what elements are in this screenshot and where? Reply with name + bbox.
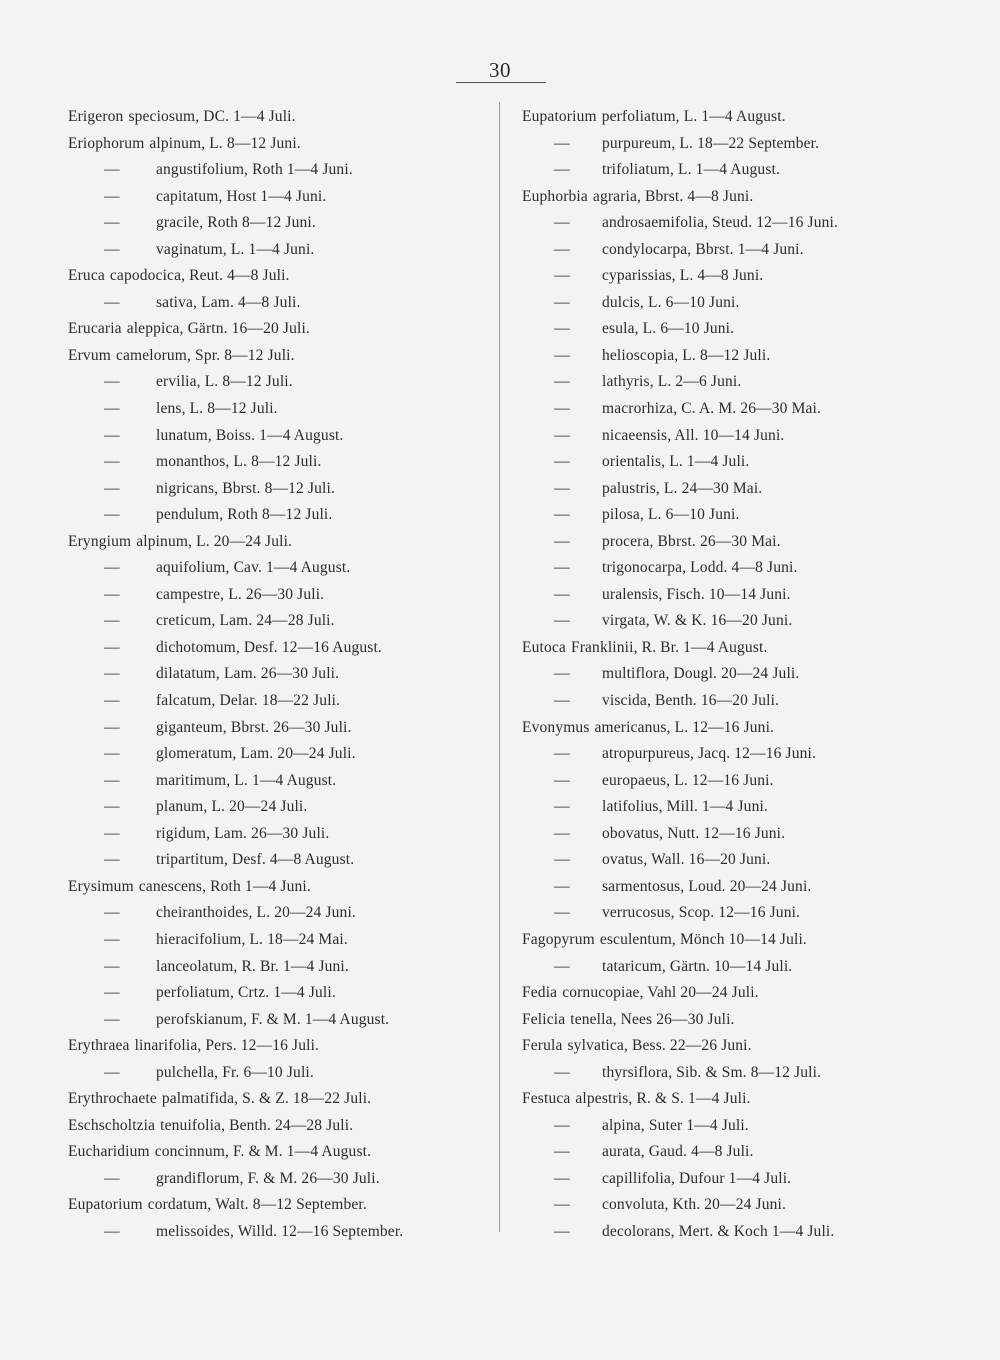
- list-item: [68, 1086, 488, 1113]
- ditto-dash: —: [554, 320, 570, 338]
- list-item: [68, 954, 488, 981]
- list-item: [522, 369, 942, 396]
- species-entry: nigricans, Bbrst. 8—12 Juli.: [156, 479, 335, 497]
- list-item: [522, 1113, 942, 1140]
- list-item: [522, 794, 942, 821]
- genus-name: Erigeron: [68, 108, 124, 125]
- species-entry: esula, L. 6—10 Juni.: [602, 320, 735, 338]
- ditto-dash: —: [554, 771, 570, 789]
- list-item: [522, 131, 942, 158]
- ditto-dash: —: [554, 400, 570, 418]
- species-entry: planum, L. 20—24 Juli.: [156, 798, 308, 816]
- list-item: [522, 1060, 942, 1087]
- list-item: [68, 927, 488, 954]
- ditto-dash: —: [104, 187, 120, 205]
- list-item: [522, 343, 942, 370]
- species-entry: obovatus, Nutt. 12—16 Juni.: [602, 824, 786, 842]
- species-entry: multiflora, Dougl. 20—24 Juli.: [602, 665, 800, 683]
- ditto-dash: —: [554, 453, 570, 471]
- genus-name: Erucaria: [68, 320, 122, 338]
- species-entry: macrorhiza, C. A. M. 26—30 Mai.: [602, 400, 822, 418]
- list-item: [68, 608, 488, 635]
- list-item: [68, 874, 488, 901]
- species-entry: latifolius, Mill. 1—4 Juni.: [602, 798, 768, 816]
- species-entry: sativa, Lam. 4—8 Juli.: [156, 293, 301, 311]
- species-entry: speciosum, DC. 1—4 Juli.: [128, 108, 296, 125]
- species-entry: nicaeensis, All. 10—14 Juni.: [602, 426, 785, 444]
- list-item: [68, 423, 488, 450]
- ditto-dash: —: [554, 506, 570, 524]
- list-item: [68, 847, 488, 874]
- ditto-dash: —: [554, 1143, 570, 1161]
- species-entry: sylvatica, Bess. 22—26 Juni.: [567, 1037, 752, 1055]
- genus-name: Eschscholtzia: [68, 1116, 156, 1134]
- species-entry: capodocica, Reut. 4—8 Juli.: [109, 267, 290, 285]
- list-item: [522, 104, 942, 131]
- list-item: [68, 821, 488, 848]
- list-item: [522, 608, 942, 635]
- list-item: [522, 874, 942, 901]
- species-entry: americanus, L. 12—16 Juni.: [594, 718, 775, 736]
- species-entry: rigidum, Lam. 26—30 Juli.: [156, 824, 330, 842]
- species-entry: hieracifolium, L. 18—24 Mai.: [156, 930, 348, 948]
- genus-name: Erythrochaete: [68, 1090, 157, 1108]
- species-entry: perfoliatum, L. 1—4 August.: [601, 108, 786, 125]
- list-item: [68, 1219, 488, 1246]
- list-item: [68, 661, 488, 688]
- species-entry: lanceolatum, R. Br. 1—4 Juni.: [156, 957, 349, 975]
- list-item: [522, 1007, 942, 1034]
- species-entry: virgata, W. & K. 16—20 Juni.: [602, 612, 793, 630]
- ditto-dash: —: [554, 692, 570, 710]
- species-entry: lunatum, Boiss. 1—4 August.: [156, 426, 344, 444]
- page-number-rule: [456, 82, 546, 83]
- list-item: [522, 1033, 942, 1060]
- ditto-dash: —: [104, 904, 120, 922]
- genus-name: Eryngium: [68, 532, 132, 550]
- species-entry: tataricum, Gärtn. 10—14 Juli.: [602, 957, 793, 975]
- species-entry: pilosa, L. 6—10 Juni.: [602, 506, 740, 524]
- species-entry: condylocarpa, Bbrst. 1—4 Juni.: [602, 240, 804, 258]
- ditto-dash: —: [104, 745, 120, 763]
- species-entry: capitatum, Host 1—4 Juni.: [156, 187, 327, 205]
- genus-name: Evonymus: [522, 718, 590, 736]
- ditto-dash: —: [104, 373, 120, 391]
- species-entry: concinnum, F. & M. 1—4 August.: [154, 1143, 372, 1161]
- species-entry: vaginatum, L. 1—4 Juni.: [156, 240, 315, 258]
- ditto-dash: —: [554, 267, 570, 285]
- list-item: [68, 184, 488, 211]
- list-item: [68, 316, 488, 343]
- species-entry: perofskianum, F. & M. 1—4 August.: [156, 1010, 390, 1028]
- list-item: [68, 635, 488, 662]
- ditto-dash: —: [554, 904, 570, 922]
- list-item: [68, 582, 488, 609]
- ditto-dash: —: [104, 453, 120, 471]
- ditto-dash: —: [554, 585, 570, 603]
- genus-name: Felicia: [522, 1010, 566, 1028]
- species-entry: uralensis, Fisch. 10—14 Juni.: [602, 585, 791, 603]
- genus-name: Fedia: [522, 984, 558, 1002]
- species-entry: convoluta, Kth. 20—24 Juni.: [602, 1196, 787, 1214]
- species-entry: agraria, Bbrst. 4—8 Juni.: [592, 187, 754, 205]
- species-entry: cordatum, Walt. 8—12 September.: [147, 1196, 367, 1214]
- genus-name: Eupatorium: [68, 1196, 143, 1214]
- ditto-dash: —: [554, 532, 570, 550]
- species-entry: lathyris, L. 2—6 Juni.: [602, 373, 742, 391]
- list-item: [68, 1113, 488, 1140]
- species-entry: alpinum, L. 8—12 Juni.: [149, 134, 301, 152]
- ditto-dash: —: [554, 161, 570, 179]
- ditto-dash: —: [104, 771, 120, 789]
- species-entry: Franklinii, R. Br. 1—4 August.: [570, 638, 768, 656]
- ditto-dash: —: [554, 426, 570, 444]
- ditto-dash: —: [104, 426, 120, 444]
- list-item: [522, 768, 942, 795]
- list-item: [522, 316, 942, 343]
- ditto-dash: —: [104, 824, 120, 842]
- list-item: [522, 1219, 942, 1246]
- ditto-dash: —: [554, 957, 570, 975]
- list-item: [68, 369, 488, 396]
- species-entry: alpina, Suter 1—4 Juli.: [602, 1116, 749, 1134]
- genus-name: Eucharidium: [68, 1143, 150, 1161]
- species-entry: tenella, Nees 26—30 Juli.: [570, 1010, 735, 1028]
- ditto-dash: —: [554, 214, 570, 232]
- ditto-dash: —: [554, 346, 570, 364]
- ditto-dash: —: [554, 745, 570, 763]
- list-item: [522, 847, 942, 874]
- species-entry: orientalis, L. 1—4 Juli.: [602, 453, 750, 471]
- left-column: [68, 104, 488, 1246]
- page-number: 30: [489, 58, 511, 82]
- species-entry: aquifolium, Cav. 1—4 August.: [156, 559, 351, 577]
- list-item: [522, 184, 942, 211]
- list-item: [522, 821, 942, 848]
- list-item: [68, 263, 488, 290]
- genus-name: Euphorbia: [522, 187, 588, 205]
- list-item: [522, 396, 942, 423]
- ditto-dash: —: [554, 479, 570, 497]
- list-item: [522, 210, 942, 237]
- species-entry: angustifolium, Roth 1—4 Juni.: [156, 161, 353, 179]
- species-entry: alpestris, R. & S. 1—4 Juli.: [575, 1090, 751, 1108]
- ditto-dash: —: [104, 400, 120, 418]
- list-item: [522, 476, 942, 503]
- species-entry: glomeratum, Lam. 20—24 Juli.: [156, 745, 356, 763]
- species-entry: lens, L. 8—12 Juli.: [156, 400, 278, 418]
- ditto-dash: —: [554, 134, 570, 152]
- species-entry: esculentum, Mönch 10—14 Juli.: [599, 930, 807, 948]
- species-entry: sarmentosus, Loud. 20—24 Juni.: [602, 877, 812, 895]
- species-entry: decolorans, Mert. & Koch 1—4 Juli.: [602, 1222, 835, 1240]
- list-item: [522, 502, 942, 529]
- species-entry: thyrsiflora, Sib. & Sm. 8—12 Juli.: [602, 1063, 822, 1081]
- list-item: [68, 1060, 488, 1087]
- species-entry: giganteum, Bbrst. 26—30 Juli.: [156, 718, 352, 736]
- list-item: [68, 343, 488, 370]
- ditto-dash: —: [104, 161, 120, 179]
- species-entry: trigonocarpa, Lodd. 4—8 Juni.: [602, 559, 798, 577]
- species-entry: pulchella, Fr. 6—10 Juli.: [156, 1063, 314, 1081]
- species-entry: procera, Bbrst. 26—30 Mai.: [602, 532, 781, 550]
- species-entry: monanthos, L. 8—12 Juli.: [156, 453, 322, 471]
- list-item: [68, 1033, 488, 1060]
- list-item: [522, 449, 942, 476]
- list-item: [68, 396, 488, 423]
- species-entry: capillifolia, Dufour 1—4 Juli.: [602, 1169, 792, 1187]
- species-entry: gracile, Roth 8—12 Juni.: [156, 214, 316, 232]
- list-item: [68, 688, 488, 715]
- ditto-dash: —: [104, 798, 120, 816]
- list-item: [522, 1192, 942, 1219]
- ditto-dash: —: [104, 957, 120, 975]
- genus-name: Eriophorum: [68, 134, 145, 152]
- ditto-dash: —: [554, 877, 570, 895]
- ditto-dash: —: [104, 692, 120, 710]
- ditto-dash: —: [104, 293, 120, 311]
- genus-name: Eruca: [68, 267, 105, 285]
- list-item: [68, 900, 488, 927]
- ditto-dash: —: [104, 612, 120, 630]
- ditto-dash: —: [104, 214, 120, 232]
- ditto-dash: —: [104, 1063, 120, 1081]
- ditto-dash: —: [554, 1169, 570, 1187]
- species-entry: androsaemifolia, Steud. 12—16 Juni.: [602, 214, 838, 232]
- list-item: [522, 741, 942, 768]
- ditto-dash: —: [554, 293, 570, 311]
- species-entry: campestre, L. 26—30 Juli.: [156, 585, 325, 603]
- list-item: [68, 715, 488, 742]
- ditto-dash: —: [104, 665, 120, 683]
- list-item: [522, 237, 942, 264]
- species-entry: dulcis, L. 6—10 Juni.: [602, 293, 740, 311]
- genus-name: Eupatorium: [522, 108, 597, 125]
- list-item: [68, 476, 488, 503]
- column-divider: [499, 102, 500, 1232]
- list-item: [68, 1166, 488, 1193]
- ditto-dash: —: [554, 1222, 570, 1240]
- species-entry: tripartitum, Desf. 4—8 August.: [156, 851, 355, 869]
- ditto-dash: —: [554, 559, 570, 577]
- species-entry: aurata, Gaud. 4—8 Juli.: [602, 1143, 754, 1161]
- list-item: [68, 768, 488, 795]
- species-entry: trifoliatum, L. 1—4 August.: [602, 161, 780, 179]
- ditto-dash: —: [104, 559, 120, 577]
- species-entry: cornucopiae, Vahl 20—24 Juli.: [562, 984, 759, 1002]
- ditto-dash: —: [554, 824, 570, 842]
- species-entry: cheiranthoides, L. 20—24 Juni.: [156, 904, 356, 922]
- species-entry: maritimum, L. 1—4 August.: [156, 771, 337, 789]
- species-entry: palustris, L. 24—30 Mai.: [602, 479, 763, 497]
- list-item: [68, 980, 488, 1007]
- list-item: [522, 715, 942, 742]
- species-entry: falcatum, Delar. 18—22 Juli.: [156, 692, 341, 710]
- species-entry: tenuifolia, Benth. 24—28 Juli.: [160, 1116, 354, 1134]
- list-item: [68, 290, 488, 317]
- species-entry: ervilia, L. 8—12 Juli.: [156, 373, 293, 391]
- list-item: [522, 927, 942, 954]
- list-item: [68, 1192, 488, 1219]
- genus-name: Ferula: [522, 1037, 563, 1055]
- ditto-dash: —: [554, 798, 570, 816]
- ditto-dash: —: [104, 718, 120, 736]
- list-item: [522, 290, 942, 317]
- list-item: [68, 449, 488, 476]
- species-entry: dilatatum, Lam. 26—30 Juli.: [156, 665, 340, 683]
- genus-name: Erysimum: [68, 877, 134, 895]
- ditto-dash: —: [104, 638, 120, 656]
- genus-name: Festuca: [522, 1090, 571, 1108]
- list-item: [68, 502, 488, 529]
- species-entry: palmatifida, S. & Z. 18—22 Juli.: [161, 1090, 372, 1108]
- species-entry: purpureum, L. 18—22 September.: [602, 134, 820, 152]
- ditto-dash: —: [554, 612, 570, 630]
- list-item: [68, 237, 488, 264]
- list-item: [522, 582, 942, 609]
- species-entry: perfoliatum, Crtz. 1—4 Juli.: [156, 984, 336, 1002]
- list-item: [68, 741, 488, 768]
- list-item: [68, 794, 488, 821]
- ditto-dash: —: [104, 585, 120, 603]
- genus-name: Ervum: [68, 346, 111, 364]
- ditto-dash: —: [104, 1222, 120, 1240]
- genus-name: Erythraea: [68, 1037, 130, 1055]
- ditto-dash: —: [104, 851, 120, 869]
- list-item: [522, 529, 942, 556]
- right-column: [522, 104, 942, 1246]
- list-item: [522, 1086, 942, 1113]
- species-entry: cyparissias, L. 4—8 Juni.: [602, 267, 764, 285]
- species-entry: verrucosus, Scop. 12—16 Juni.: [602, 904, 801, 922]
- ditto-dash: —: [104, 930, 120, 948]
- species-entry: aleppica, Gärtn. 16—20 Juli.: [126, 320, 310, 338]
- list-item: [522, 423, 942, 450]
- species-entry: viscida, Benth. 16—20 Juli.: [602, 692, 780, 710]
- ditto-dash: —: [554, 1196, 570, 1214]
- ditto-dash: —: [104, 1169, 120, 1187]
- list-item: [68, 131, 488, 158]
- list-item: [522, 263, 942, 290]
- species-entry: helioscopia, L. 8—12 Juli.: [602, 346, 771, 364]
- list-item: [522, 635, 942, 662]
- species-entry: creticum, Lam. 24—28 Juli.: [156, 612, 335, 630]
- genus-name: Eutoca: [522, 638, 566, 656]
- list-item: [522, 555, 942, 582]
- ditto-dash: —: [554, 373, 570, 391]
- ditto-dash: —: [104, 984, 120, 1002]
- list-item: [522, 900, 942, 927]
- ditto-dash: —: [554, 1116, 570, 1134]
- list-item: [68, 210, 488, 237]
- ditto-dash: —: [554, 851, 570, 869]
- list-item: [522, 1166, 942, 1193]
- ditto-dash: —: [104, 506, 120, 524]
- species-entry: canescens, Roth 1—4 Juni.: [138, 877, 311, 895]
- genus-name: Fagopyrum: [522, 930, 595, 948]
- list-item: [522, 661, 942, 688]
- ditto-dash: —: [104, 240, 120, 258]
- ditto-dash: —: [104, 1010, 120, 1028]
- species-entry: grandiflorum, F. & M. 26—30 Juli.: [156, 1169, 380, 1187]
- species-entry: alpinum, L. 20—24 Juli.: [136, 532, 293, 550]
- species-entry: pendulum, Roth 8—12 Juli.: [156, 506, 333, 524]
- list-item: [68, 555, 488, 582]
- species-entry: europaeus, L. 12—16 Juni.: [602, 771, 774, 789]
- species-entry: linarifolia, Pers. 12—16 Juli.: [134, 1037, 320, 1055]
- ditto-dash: —: [104, 479, 120, 497]
- ditto-dash: —: [554, 1063, 570, 1081]
- list-item: [522, 688, 942, 715]
- list-item: [522, 954, 942, 981]
- ditto-dash: —: [554, 240, 570, 258]
- species-entry: atropurpureus, Jacq. 12—16 Juni.: [602, 745, 817, 763]
- list-item: [522, 980, 942, 1007]
- list-item: [68, 104, 488, 131]
- species-entry: ovatus, Wall. 16—20 Juni.: [602, 851, 771, 869]
- list-item: [68, 529, 488, 556]
- species-entry: melissoides, Willd. 12—16 September.: [156, 1222, 404, 1240]
- species-entry: dichotomum, Desf. 12—16 August.: [156, 638, 382, 656]
- list-item: [68, 1139, 488, 1166]
- species-entry: camelorum, Spr. 8—12 Juli.: [115, 346, 295, 364]
- list-item: [522, 1139, 942, 1166]
- ditto-dash: —: [554, 665, 570, 683]
- list-item: [68, 1007, 488, 1034]
- list-item: [68, 157, 488, 184]
- list-item: [522, 157, 942, 184]
